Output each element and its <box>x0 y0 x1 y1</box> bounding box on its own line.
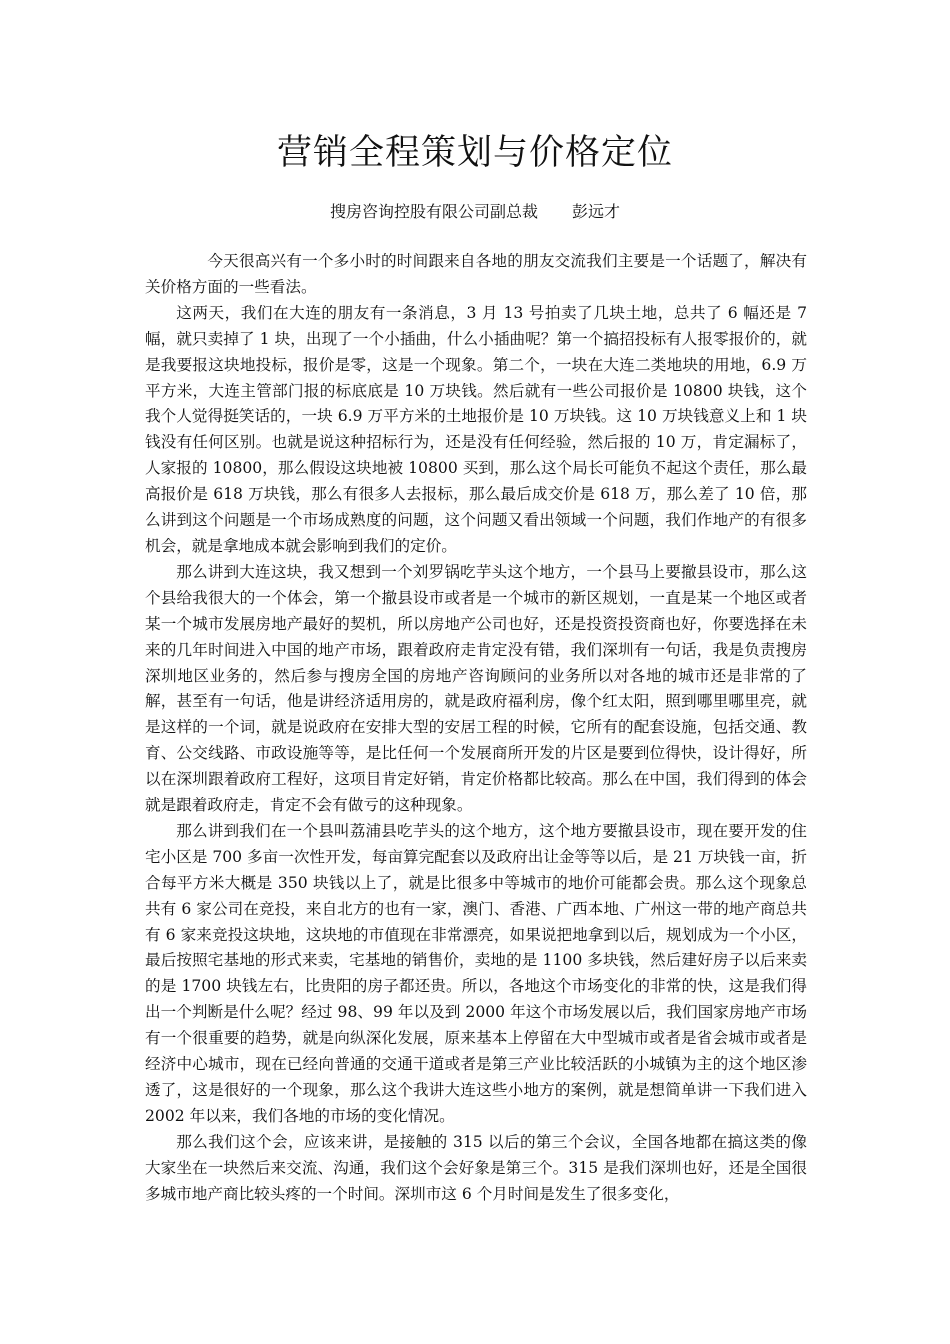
paragraph-county-to-city: 那么讲到大连这块，我又想到一个刘罗锅吃芋头这个地方，一个县马上要撤县设市，那么这个县给我很大的一个体会，第一个撤县设市或者是一个城市的新区规划，一直是某一个地区或者某一个城市发展房地产最好的契机，所以房地产公司也好，还是投资投资商也好，你要选择在未来的几年时间进入中国的地产市场，跟着政府走肯定没有错，我们深圳有一句话，我是负责搜房深圳地区业务的，然后参与搜房全国的房地产咨询顾问的业务所以对各地的城市还是非常的了解，甚至有一句话，他是讲经济适用房的，就是政府福利房，像个红太阳，照到哪里哪里亮，就是这样的一个词，就是说政府在安排大型的安居工程的时候，它所有的配套设施，包括交通、教育、公交线路、市政设施等等，是比任何一个发展商所开发的片区是要到位得快，设计得好，所以在深圳跟着政府工程好，这项目肯定好销，肯定价格都比较高。那么在中国，我们得到的体会就是跟着政府走，肯定不会有做亏的这种现象。 <box>145 562 807 815</box>
document-body <box>145 249 807 1208</box>
byline <box>0 200 950 224</box>
paragraph-dalian-auction: 这两天，我们在大连的朋友有一条消息，3 月 13 号拍卖了几块土地，总共了 6 幅还是 7 幅，就只卖掉了 1 块，出现了一个小插曲，什么小插曲呢？第一个搞招投标有人报零报价的，就是我要报这块地投标，报价是零，这是一个现象。第二个，一块在大连二类地块的用地，6.9 万平方米，大连主管部门报的标底底是 10 万块钱。然后就有一些公司报价是 10800 块钱，这个我个人觉得挺笑话的，一块 6.9 万平方米的土地报价是 10 万块钱。这 10 万块钱意义上和 1 块钱没有任何区别。也就是说这种招标行为，还是没有任何经验，然后报的 10 万，肯定漏标了，人家报的 10800，那么假设这块地被 10800 买到，那么这个局长可能负不起这个责任，那么最高报价是 618 万块钱，那么有很多人去报标，那么最后成交价是 618 万，那么差了 10 倍，那么讲到这个问题是一个市场成熟度的问题，这个问题又看出领域一个问题，我们作地产的有很多机会，就是拿地成本就会影响到我们的定价。 <box>145 303 807 555</box>
author-name: 彭远才 <box>572 202 621 221</box>
author-affiliation: 搜房咨询控股有限公司副总裁 <box>329 202 538 221</box>
document-title: 营销全程策划与价格定位 <box>276 133 673 173</box>
paragraph-lipu-county: 那么讲到我们在一个县叫荔浦县吃芋头的这个地方，这个地方要撤县设市，现在要开发的住宅小区是 700 多亩一次性开发，每亩算完配套以及政府出让金等等以后，是 21 万块钱一亩，折合每平方米大概是 350 块钱以上了，就是比很多中等城市的地价可能都会贵。那么这个现象总共有 6 家公司在竞投，来自北方的也有一家，澳门、香港、广西本地、广州这一带的地产商总共有 6 家来竞投这块地，这块地的市值现在非常漂亮，如果说把地拿到以后，规划成为一个小区，最后按照宅基地的形式来卖，宅基地的销售价，卖地的是 1100 多块钱，然后建好房子以后来卖的是 1700 块钱左右，比贵阳的房子都还贵。所以，各地这个市场变化的非常的快，这是我们得出一个判断是什么呢？经过 98、99 年以及到 2000 年这个市场发展以后，我们国家房地产市场有一个很重要的趋势，就是向纵深化发展，原来基本上停留在大中型城市或者是省会城市或者是经济中心城市，现在已经向普通的交通干道或者是第三产业比较活跃的小城镇为主的这个地区渗透了，这是很好的一个现象，那么这个我讲大连这些小地方的案例，就是想简单讲一下我们进入 2002 年以来，我们各地的市场的变化情况。 <box>145 821 807 1125</box>
paragraph-intro: 今天很高兴有一个多小时的时间跟来自各地的朋友交流我们主要是一个话题了，解决有关价格方面的一些看法。 <box>145 252 807 296</box>
paragraph-315-meeting: 那么我们这个会，应该来讲，是接触的 315 以后的第三个会议，全国各地都在搞这类的像大家坐在一块然后来交流、沟通，我们这个会好象是第三个。315 是我们深圳也好，还是全国很多城市地产商比较头疼的一个时间。深圳市这 6 个月时间是发生了很多变化， <box>145 1132 807 1203</box>
